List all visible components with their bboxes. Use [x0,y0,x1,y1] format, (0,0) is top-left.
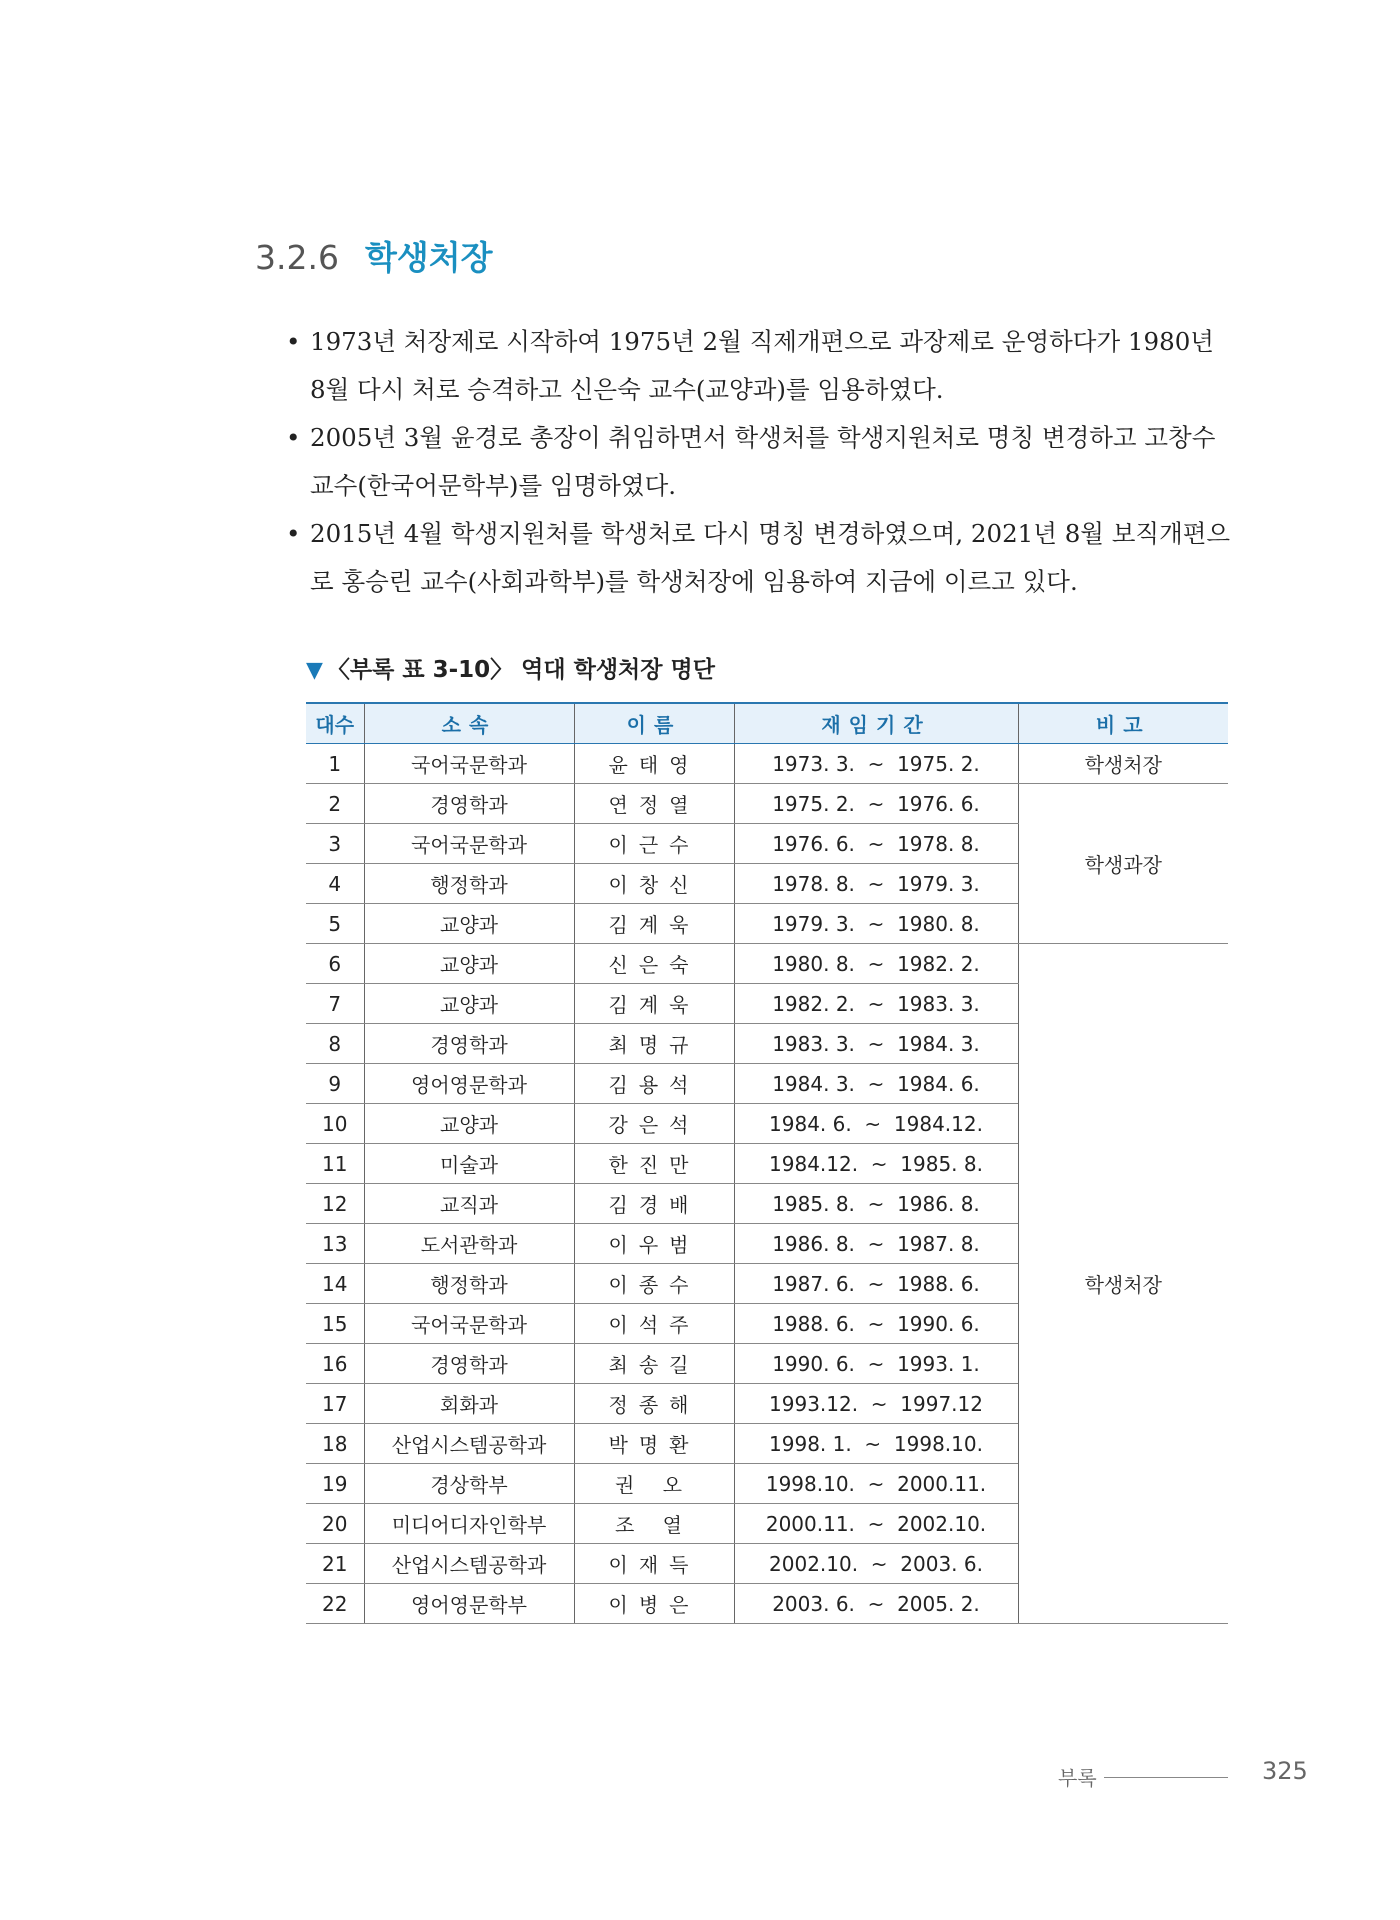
header-cell-name: 이름 [574,703,734,744]
cell-name: 권 오 [574,1464,734,1504]
cell-dept: 교양과 [364,904,574,944]
cell-dept: 도서관학과 [364,1224,574,1264]
table-body [306,744,1228,1624]
cell-no: 17 [306,1384,364,1424]
cell-name: 김용석 [574,1064,734,1104]
cell-term: 1993.12. ~ 1997.12 [734,1384,1018,1424]
cell-no: 3 [306,824,364,864]
cell-no: 20 [306,1504,364,1544]
cell-no: 8 [306,1024,364,1064]
cell-term: 2000.11. ~ 2002.10. [734,1504,1018,1544]
cell-term: 1998.10. ~ 2000.11. [734,1464,1018,1504]
table-row [306,744,1228,784]
cell-dept: 행정학과 [364,1264,574,1304]
cell-term: 1984. 3. ~ 1984. 6. [734,1064,1018,1104]
bullet-item: • 2005년 3월 윤경로 총장이 취임하면서 학생처를 학생지원처로 명칭 변경하고 고창수 교수(한국어문학부)를 임명하였다. [286,414,1234,510]
cell-dept: 산업시스템공학과 [364,1544,574,1584]
section-number: 3.2.6 [255,238,339,277]
cell-no: 11 [306,1144,364,1184]
cell-dept: 영어영문학과 [364,1064,574,1104]
cell-term: 1984.12. ~ 1985. 8. [734,1144,1018,1184]
cell-name: 최명규 [574,1024,734,1064]
cell-no: 10 [306,1104,364,1144]
cell-no: 7 [306,984,364,1024]
cell-dept: 미디어디자인학부 [364,1504,574,1544]
cell-no: 13 [306,1224,364,1264]
cell-no: 19 [306,1464,364,1504]
cell-name: 조 열 [574,1504,734,1544]
cell-no: 9 [306,1064,364,1104]
cell-no: 5 [306,904,364,944]
cell-term: 1983. 3. ~ 1984. 3. [734,1024,1018,1064]
cell-name: 연정열 [574,784,734,824]
cell-no: 22 [306,1584,364,1624]
cell-term: 1976. 6. ~ 1978. 8. [734,824,1018,864]
cell-name: 한진만 [574,1144,734,1184]
header-cell-dept: 소속 [364,703,574,744]
section-heading [255,232,492,279]
cell-term: 1973. 3. ~ 1975. 2. [734,744,1018,784]
cell-dept: 교양과 [364,1104,574,1144]
cell-term: 2003. 6. ~ 2005. 2. [734,1584,1018,1624]
cell-dept: 산업시스템공학과 [364,1424,574,1464]
cell-name: 이종수 [574,1264,734,1304]
header-cell-no: 대수 [306,703,364,744]
cell-term: 1988. 6. ~ 1990. 6. [734,1304,1018,1344]
cell-no: 4 [306,864,364,904]
cell-term: 1984. 6. ~ 1984.12. [734,1104,1018,1144]
cell-dept: 경영학과 [364,1024,574,1064]
cell-name: 윤태영 [574,744,734,784]
cell-name: 강은석 [574,1104,734,1144]
cell-name: 이근수 [574,824,734,864]
bullet-list [286,318,1234,606]
footer-rule [1104,1777,1228,1778]
cell-dept: 영어영문학부 [364,1584,574,1624]
cell-term: 1985. 8. ~ 1986. 8. [734,1184,1018,1224]
cell-no: 12 [306,1184,364,1224]
cell-dept: 경영학과 [364,1344,574,1384]
cell-dept: 미술과 [364,1144,574,1184]
cell-note: 학생처장 [1018,744,1228,784]
cell-no: 18 [306,1424,364,1464]
cell-note: 학생처장 [1018,944,1228,1624]
cell-name: 이우범 [574,1224,734,1264]
cell-name: 이석주 [574,1304,734,1344]
roster-table [306,702,1228,1624]
cell-term: 1978. 8. ~ 1979. 3. [734,864,1018,904]
cell-name: 김경배 [574,1184,734,1224]
cell-dept: 경영학과 [364,784,574,824]
cell-dept: 교양과 [364,984,574,1024]
cell-no: 2 [306,784,364,824]
cell-term: 1980. 8. ~ 1982. 2. [734,944,1018,984]
cell-dept: 교직과 [364,1184,574,1224]
cell-dept: 국어국문학과 [364,1304,574,1344]
cell-term: 1982. 2. ~ 1983. 3. [734,984,1018,1024]
cell-name: 김계욱 [574,984,734,1024]
cell-dept: 국어국문학과 [364,744,574,784]
header-cell-term: 재임기간 [734,703,1018,744]
table-caption-text: 〈부록 표 3-10〉 역대 학생처장 명단 [326,657,715,683]
cell-name: 이재득 [574,1544,734,1584]
cell-no: 6 [306,944,364,984]
cell-name: 박명환 [574,1424,734,1464]
cell-no: 15 [306,1304,364,1344]
table-row [306,944,1228,984]
cell-name: 이병은 [574,1584,734,1624]
table-row [306,784,1228,824]
cell-no: 1 [306,744,364,784]
page-number: 325 [1262,1757,1308,1785]
header-cell-note: 비고 [1018,703,1228,744]
cell-dept: 교양과 [364,944,574,984]
bullet-item: • 1973년 처장제로 시작하여 1975년 2월 직제개편으로 과장제로 운영하다가 1980년 8월 다시 처로 승격하고 신은숙 교수(교양과)를 임용하였다. [286,318,1234,414]
cell-term: 2002.10. ~ 2003. 6. [734,1544,1018,1584]
cell-term: 1987. 6. ~ 1988. 6. [734,1264,1018,1304]
cell-note: 학생과장 [1018,784,1228,944]
cell-name: 김계욱 [574,904,734,944]
cell-dept: 회화과 [364,1384,574,1424]
cell-name: 최송길 [574,1344,734,1384]
cell-term: 1990. 6. ~ 1993. 1. [734,1344,1018,1384]
bullet-item: • 2015년 4월 학생지원처를 학생처로 다시 명칭 변경하였으며, 2021년 8월 보직개편으로 홍승린 교수(사회과학부)를 학생처장에 임용하여 지금에 이르고 있다. [286,510,1234,606]
cell-dept: 국어국문학과 [364,824,574,864]
table-caption [306,651,715,684]
section-title: 학생처장 [364,238,493,277]
cell-name: 이창신 [574,864,734,904]
cell-dept: 경상학부 [364,1464,574,1504]
cell-dept: 행정학과 [364,864,574,904]
triangle-down-icon: ▼ [306,658,323,683]
cell-no: 14 [306,1264,364,1304]
cell-no: 21 [306,1544,364,1584]
cell-name: 정종해 [574,1384,734,1424]
cell-term: 1986. 8. ~ 1987. 8. [734,1224,1018,1264]
cell-term: 1998. 1. ~ 1998.10. [734,1424,1018,1464]
cell-name: 신은숙 [574,944,734,984]
cell-term: 1975. 2. ~ 1976. 6. [734,784,1018,824]
cell-no: 16 [306,1344,364,1384]
cell-term: 1979. 3. ~ 1980. 8. [734,904,1018,944]
footer-label: 부록 [1058,1766,1097,1790]
table-header-row [306,703,1228,744]
